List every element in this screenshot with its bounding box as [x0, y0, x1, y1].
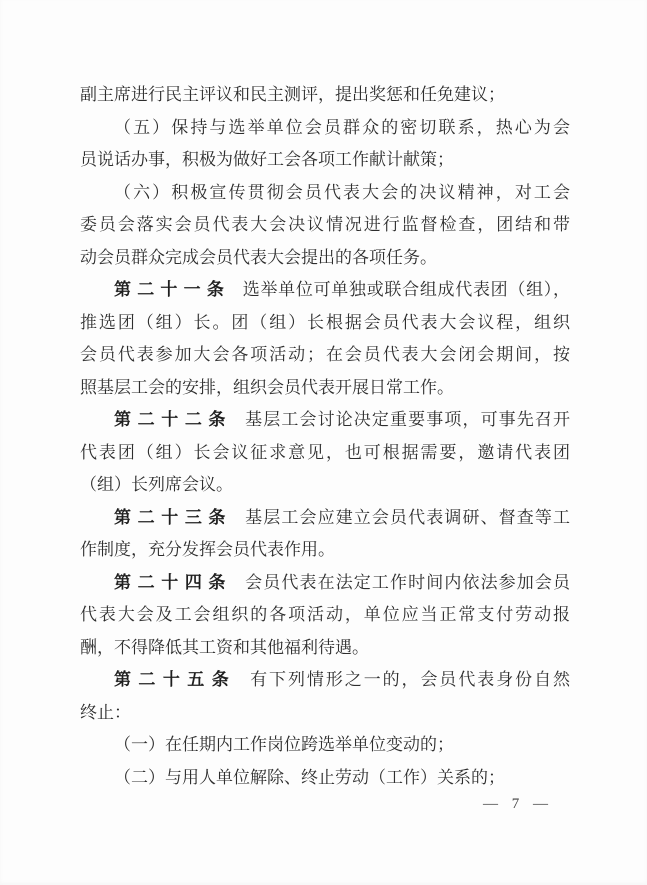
- text-line: [80, 469, 570, 502]
- line-text: 推选团（组）长。团（组）长根据会员代表大会议程，组织: [80, 312, 570, 332]
- text-line: [80, 697, 570, 730]
- text-line: [80, 209, 570, 242]
- text-line: [80, 599, 570, 632]
- text-line: [80, 729, 570, 762]
- line-text: 基层工会应建立会员代表调研、督查等工: [244, 507, 571, 527]
- text-line: [80, 274, 570, 307]
- line-text: 代表团（组）长会议征求意见，也可根据需要，邀请代表团: [80, 442, 570, 462]
- line-text: 照基层工会的安排，组织会员代表开展日常工作。: [80, 377, 454, 397]
- line-text: （一）在任期内工作岗位跨选举单位变动的；: [114, 735, 454, 754]
- line-text: 会员代表在法定工作时间内依法参加会员: [244, 572, 571, 592]
- article-number: 第二十一条: [114, 280, 231, 299]
- text-line: [80, 144, 570, 177]
- article-number: 第二十四条: [114, 572, 233, 592]
- text-line: [80, 242, 570, 275]
- line-text: 终止：: [80, 702, 131, 722]
- text-line: [80, 502, 570, 535]
- text-line: [80, 79, 570, 112]
- line-text: 作制度，充分发挥会员代表作用。: [80, 540, 335, 559]
- article-number: 第二十五条: [114, 670, 237, 689]
- line-text: 员说话办事，积极为做好工会各项工作献计献策；: [80, 150, 454, 169]
- text-line: [80, 307, 570, 340]
- line-text: （二）与用人单位解除、终止劳动（工作）关系的；: [114, 767, 505, 787]
- line-text: 基层工会讨论决定重要事项，可事先召开: [244, 410, 571, 429]
- text-line: [80, 534, 570, 567]
- line-text: 副主席进行民主评议和民主测评，提出奖惩和任免建议；: [80, 85, 505, 104]
- line-text: （六）积极宣传贯彻会员代表大会的决议精神，对工会: [114, 182, 570, 202]
- line-text: （组）长列席会议。: [80, 475, 233, 494]
- text-line: [80, 567, 570, 600]
- line-text: 酬，不得降低其工资和其他福利待遇。: [80, 637, 369, 657]
- line-text: 有下列情形之一的，会员代表身份自然: [248, 670, 571, 689]
- line-text: 选举单位可单独或联合组成代表团（组），: [242, 280, 571, 299]
- text-line: [80, 632, 570, 665]
- line-text: 动会员群众完成会员代表大会提出的各项任务。: [80, 247, 437, 267]
- text-line: [80, 372, 570, 405]
- line-text: 会员代表参加大会各项活动；在会员代表大会闭会期间，按: [80, 345, 570, 364]
- article-number: 第二十三条: [114, 507, 233, 527]
- line-text: 委员会落实会员代表大会决议情况进行监督检查，团结和带: [80, 215, 570, 234]
- text-line: [80, 404, 570, 437]
- text-line: [80, 437, 570, 470]
- text-line: [80, 339, 570, 372]
- text-line: [80, 664, 570, 697]
- line-text: 代表大会及工会组织的各项活动，单位应当正常支付劳动报: [80, 605, 570, 624]
- line-text: （五）保持与选举单位会员群众的密切联系，热心为会: [114, 117, 570, 137]
- document-body: [80, 79, 570, 794]
- text-line: [80, 112, 570, 145]
- page-number: — 7 —: [483, 796, 553, 812]
- text-line: [80, 762, 570, 795]
- article-number: 第二十二条: [114, 410, 233, 429]
- text-line: [80, 177, 570, 210]
